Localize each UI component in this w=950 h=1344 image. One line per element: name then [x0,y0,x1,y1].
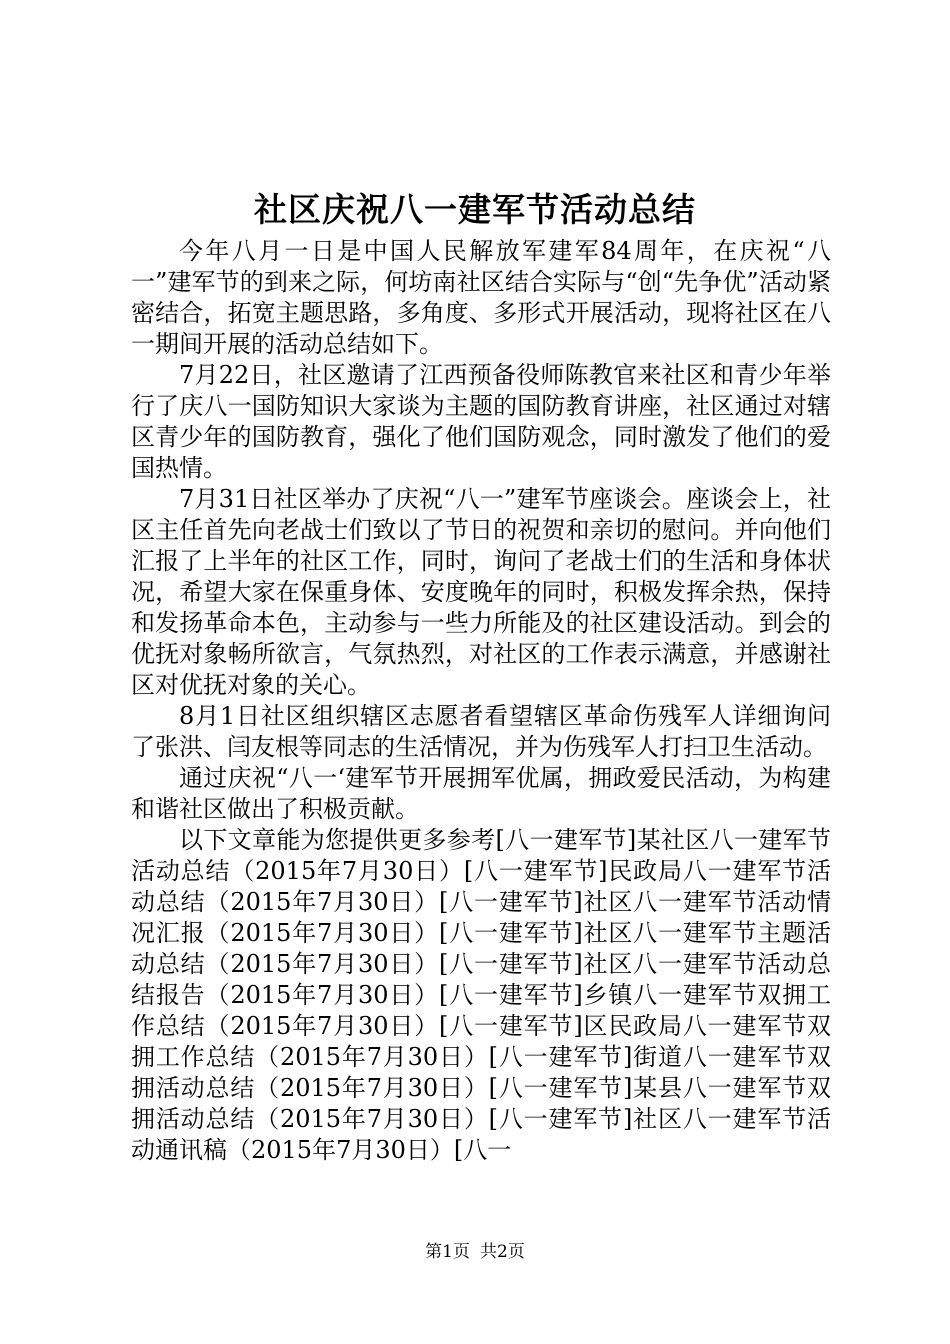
paragraph-july-22: 7月22日，社区邀请了江西预备役师陈教官来社区和青少年举行了庆八一国防知识大家谈为主题的国防教育讲座，社区通过对辖区青少年的国防教育，强化了他们国防观念，同时激发了他们的爱国热情。 [131,361,831,482]
paragraph-july-31: 7月31日社区举办了庆祝“八一”建军节座谈会。座谈会上，社区主任首先向老战士们致以了节日的祝贺和亲切的慰问。并向他们汇报了上半年的社区工作，同时，询问了老战士们的生活和身体状况，希望大家在保重身体、安度晚年的同时，积极发挥余热，保持和发扬革命本色，主动参与一些力所能及的社区建设活动。到会的优抚对象畅所欲言，气氛热烈，对社区的工作表示满意，并感谢社区对优抚对象的关心。 [131,485,831,699]
document-title: 社区庆祝八一建军节活动总结 [254,190,696,229]
paragraph-aug-1: 8月1日社区组织辖区志愿者看望辖区革命伤残军人详细询问了张洪、闫友根等同志的生活情况，并为伤残军人打扫卫生活动。 [131,702,831,761]
paragraph-intro: 今年八月一日是中国人民解放军建军84周年，在庆祝“八一”建军节的到来之际，何坊南社区结合实际与“创“先争优”活动紧密结合，拓宽主题思路，多角度、多形式开展活动，现将社区在八一期间开展的活动总结如下。 [131,237,831,358]
document-body [131,236,831,1166]
page-total: 共2页 [480,1242,525,1262]
page-number: 第1页 [425,1242,470,1262]
paragraph-related-articles: 以下文章能为您提供更多参考[八一建军节]某社区八一建军节活动总结（2015年7月30日）[八一建军节]民政局八一建军节活动总结（2015年7月30日）[八一建军节]社区八一建军节活动情况汇报（2015年7月30日）[八一建军节]社区八一建军节主题活动总结（2015年7月30日）[八一建军节]社区八一建军节活动总结报告（2015年7月30日）[八一建军节]乡镇八一建军节双拥工作总结（2015年7月30日）[八一建军节]区民政局八一建军节双拥工作总结（2015年7月30日）[八一建军节]街道八一建军节双拥活动总结（2015年7月30日）[八一建军节]某县八一建军节双拥活动总结（2015年7月30日）[八一建军节]社区八一建军节活动通讯稿（2015年7月30日）[八一 [131,826,831,1164]
page-footer [0,1240,950,1264]
paragraph-conclusion: 通过庆祝“八一‘建军节开展拥军优属，拥政爱民活动，为构建和谐社区做出了积极贡献。 [131,764,831,823]
